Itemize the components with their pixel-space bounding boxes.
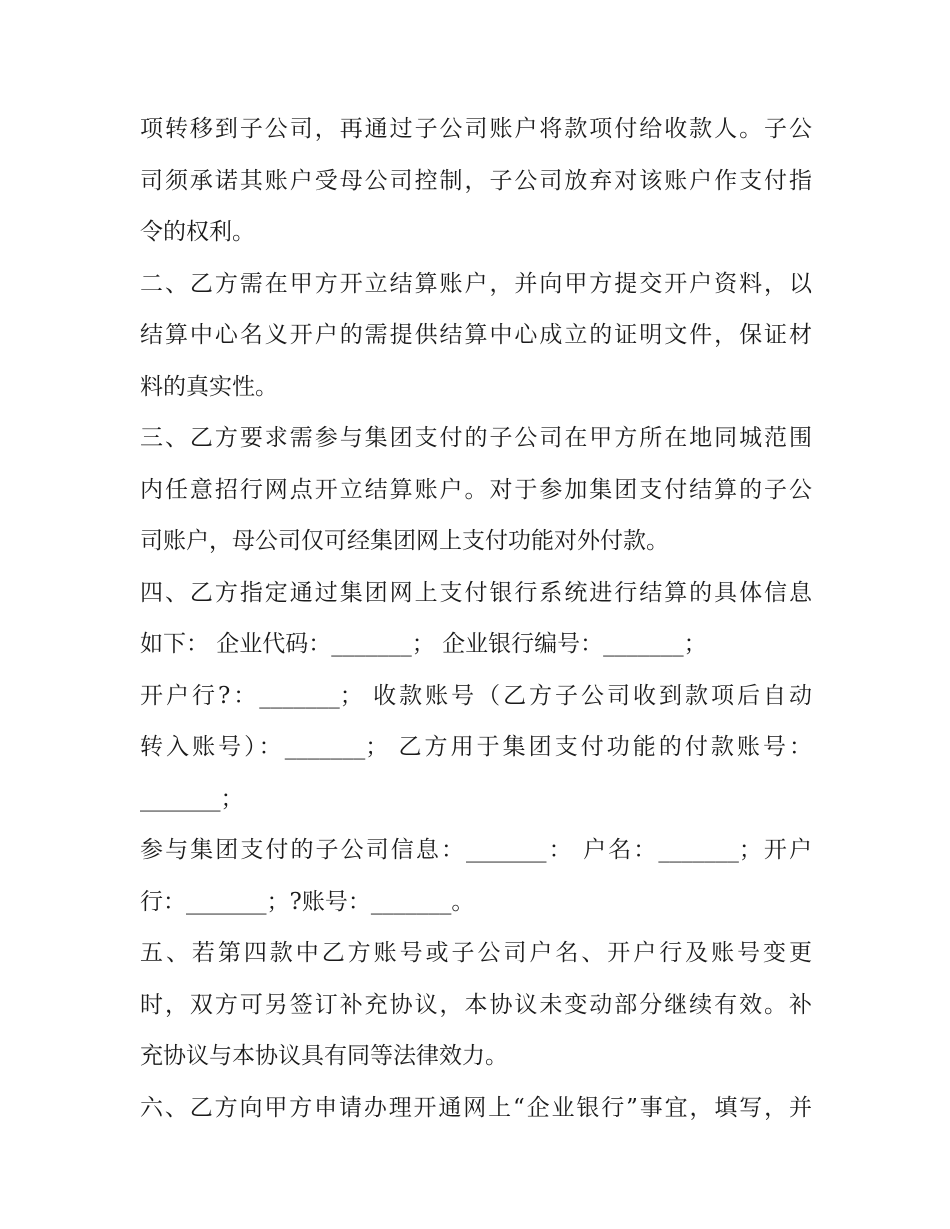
text-line: 三、乙方要求需参与集团支付的子公司在甲方所在地同城范围 [140,425,812,451]
text-line: 时，双方可另签订补充协议，本协议未变动部分继续有效。补 [140,991,812,1018]
document-body [140,104,812,1134]
text-line: 项转移到子公司，再通过子公司账户将款项付给收款人。子公 [140,116,812,142]
text-line: 内任意招行网点开立结算账户。对于参加集团支付结算的子公 [140,476,812,503]
text-line: 四、乙方指定通过集团网上支付银行系统进行结算的具体信息 [140,579,812,606]
text-line: 结算中心名义开户的需提供结算中心成立的证明文件，保证材 [140,322,812,348]
text-line: 六、乙方向甲方申请办理开通网上“企业银行”事宜，填写，并 [140,1094,812,1121]
text-line: 开户行?：_______； 收款账号（乙方子公司收到款项后自动 [140,682,812,709]
text-line: 令的权利。 [140,219,255,245]
text-line: 司账户，母公司仅可经集团网上支付功能对外付款。 [140,528,669,554]
text-line: 转入账号）：_______； 乙方用于集团支付功能的付款账号： [140,734,812,760]
text-line: 如下： 企业代码：_______； 企业银行编号：_______； [140,631,707,657]
text-line: 司须承诺其账户受母公司控制，子公司放弃对该账户作支付指 [140,167,812,194]
text-line: 充协议与本协议具有同等法律效力。 [140,1043,508,1069]
text-line: 参与集团支付的子公司信息：_______： 户名：_______；开户 [140,837,812,863]
text-line: _______； [140,785,244,812]
text-line: 料的真实性。 [140,373,278,400]
text-line: 五、若第四款中乙方账号或子公司户名、开户行及账号变更 [140,940,812,966]
text-line: 二、乙方需在甲方开立结算账户，并向甲方提交开户资料，以 [140,270,812,297]
text-line: 行：_______；?账号：_______。 [140,888,475,915]
